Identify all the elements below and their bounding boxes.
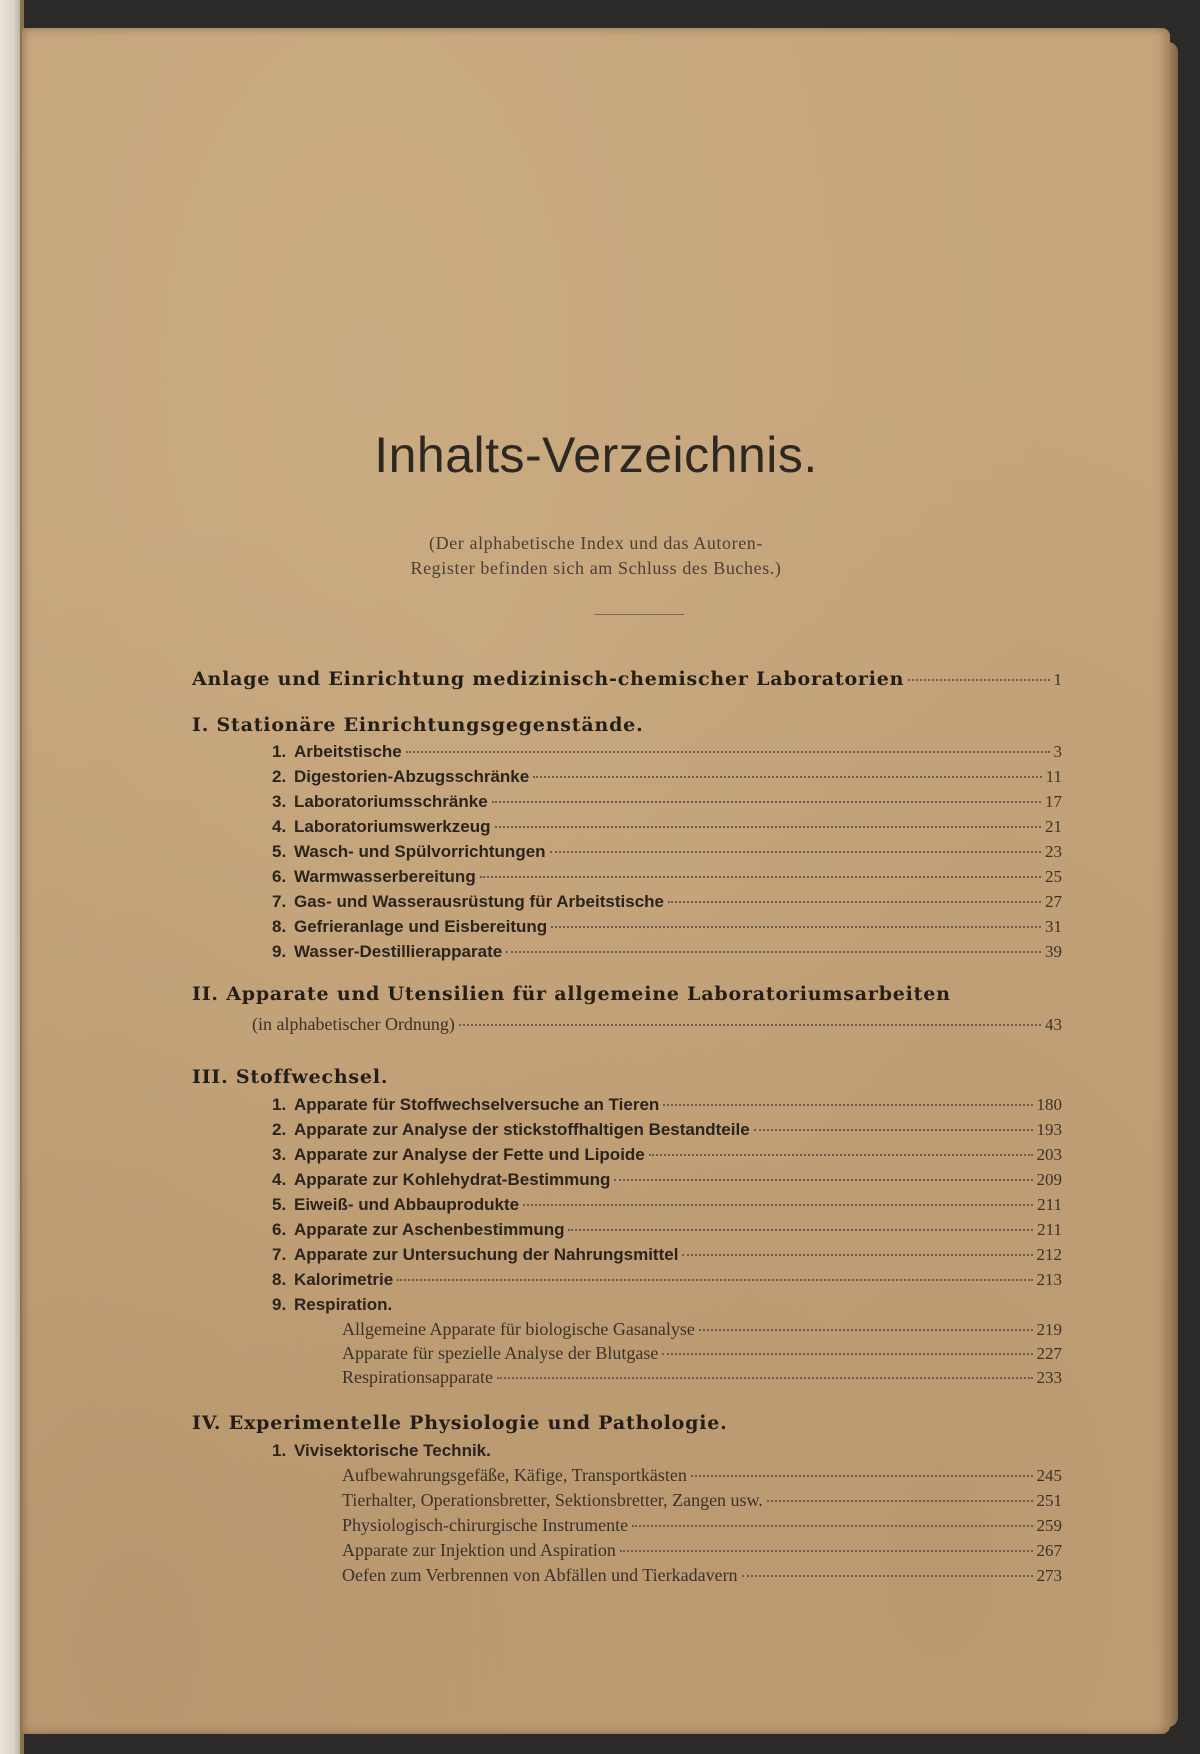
item-label: Arbeitstische [294, 742, 402, 761]
item-page: 21 [1045, 817, 1062, 836]
item-page: 25 [1045, 867, 1062, 886]
book-page [22, 28, 1170, 1734]
item-page: 211 [1037, 1220, 1062, 1239]
toc-group-heading [272, 1295, 392, 1315]
toc-item [272, 867, 1062, 887]
item-number: 7. [272, 892, 287, 911]
leader-dots [397, 1279, 1032, 1281]
leader-dots [663, 1104, 1032, 1106]
leader-dots [551, 926, 1041, 928]
item-label: Apparate für Stoffwechselversuche an Tieren [294, 1095, 660, 1114]
leader-dots [682, 1254, 1032, 1256]
leader-dots [406, 751, 1050, 753]
subitem-page: 251 [1036, 1491, 1062, 1510]
subitem-page: 233 [1036, 1368, 1062, 1387]
section-heading-2: II. Apparate und Utensilien für allgemeine Laboratoriumsarbeiten [192, 983, 951, 1005]
toc-entry-intro [192, 668, 1062, 690]
subitem-label: Physiologisch-chirurgische Instrumente [342, 1515, 629, 1535]
leader-dots [632, 1525, 1032, 1527]
item-number: 2. [272, 767, 287, 786]
subitem-label: Tierhalter, Operationsbretter, Sektionsbretter, Zangen usw. [342, 1490, 763, 1510]
subtitle-line-1: (Der alphabetische Index und das Autoren- [429, 533, 763, 553]
item-label: Wasser-Destillierapparate [294, 942, 503, 961]
leader-dots [754, 1129, 1033, 1131]
item-page: 180 [1036, 1095, 1062, 1114]
toc-group-heading [272, 1441, 491, 1461]
toc-item [272, 1120, 1062, 1140]
subitem-label: Allgemeine Apparate für biologische Gasanalyse [342, 1319, 695, 1339]
item-number: 5. [272, 1195, 287, 1214]
toc-subitem [342, 1490, 1062, 1511]
toc-item [272, 1145, 1062, 1165]
toc-item [272, 1270, 1062, 1290]
item-label: Gefrieranlage und Eisbereitung [294, 917, 548, 936]
item-label: Apparate zur Aschenbestimmung [294, 1220, 565, 1239]
item-label: Laboratoriumswerkzeug [294, 817, 491, 836]
leader-dots [492, 801, 1041, 803]
item-number: 9. [272, 1295, 287, 1314]
leader-dots [742, 1575, 1033, 1577]
item-number: 4. [272, 1170, 287, 1189]
item-page: 27 [1045, 892, 1062, 911]
toc-subitem [342, 1540, 1062, 1561]
leader-dots [495, 826, 1042, 828]
leader-dots [620, 1550, 1033, 1552]
section-heading-3: III. Stoffwechsel. [192, 1066, 389, 1088]
leader-dots [497, 1377, 1033, 1379]
subitem-page: 219 [1036, 1320, 1062, 1339]
item-page: 211 [1037, 1195, 1062, 1214]
item-label: Kalorimetrie [294, 1270, 394, 1289]
item-label: (in alphabetischer Ordnung) [252, 1014, 455, 1034]
leader-dots [533, 776, 1041, 778]
subitem-label: Apparate zur Injektion und Aspiration [342, 1540, 616, 1560]
toc-item [252, 1014, 1062, 1035]
item-number: 3. [272, 1145, 287, 1164]
toc-subitem [342, 1565, 1062, 1586]
item-label: Apparate zur Untersuchung der Nahrungsmittel [294, 1245, 679, 1264]
leader-dots [662, 1353, 1032, 1355]
item-label: Vivisektorische Technik. [294, 1441, 491, 1460]
item-number: 2. [272, 1120, 287, 1139]
toc-item [272, 917, 1062, 937]
leader-dots [649, 1154, 1033, 1156]
leader-dots [550, 851, 1041, 853]
toc-entry-label: Anlage und Einrichtung medizinisch-chemischer Laboratorien [192, 668, 905, 690]
toc-item [272, 1220, 1062, 1240]
item-number: 6. [272, 1220, 287, 1239]
leader-dots [691, 1475, 1033, 1477]
item-page: 193 [1036, 1120, 1062, 1139]
leader-dots [614, 1179, 1032, 1181]
toc-item [272, 792, 1062, 812]
item-page: 23 [1045, 842, 1062, 861]
subitem-label: Oefen zum Verbrennen von Abfällen und Tierkadavern [342, 1565, 738, 1585]
item-number: 1. [272, 742, 287, 761]
toc-item [272, 742, 1062, 762]
toc-item [272, 817, 1062, 837]
leader-dots [767, 1500, 1033, 1502]
item-page: 17 [1045, 792, 1062, 811]
subitem-page: 245 [1036, 1466, 1062, 1485]
item-number: 1. [272, 1095, 287, 1114]
subitem-label: Aufbewahrungsgefäße, Käfige, Transportkästen [342, 1465, 687, 1485]
item-label: Warmwasserbereitung [294, 867, 476, 886]
toc-subitem [342, 1343, 1062, 1364]
item-page: 209 [1036, 1170, 1062, 1189]
item-page: 39 [1045, 942, 1062, 961]
toc-item [272, 942, 1062, 962]
item-page: 203 [1036, 1145, 1062, 1164]
item-number: 5. [272, 842, 287, 861]
item-label: Eiweiß- und Abbauprodukte [294, 1195, 520, 1214]
toc-item [272, 767, 1062, 787]
item-number: 9. [272, 942, 287, 961]
item-number: 8. [272, 1270, 287, 1289]
leader-dots [699, 1329, 1033, 1331]
subitem-label: Respirationsapparate [342, 1367, 493, 1387]
item-number: 4. [272, 817, 287, 836]
subtitle-line-2: Register befinden sich am Schluss des Buches.) [410, 558, 782, 578]
item-page: 213 [1036, 1270, 1062, 1289]
leader-dots [506, 951, 1041, 953]
item-number: 6. [272, 867, 287, 886]
toc-item [272, 892, 1062, 912]
toc-subitem [342, 1515, 1062, 1536]
item-page: 31 [1045, 917, 1062, 936]
toc-subitem [342, 1319, 1062, 1340]
item-page: 3 [1053, 742, 1062, 761]
leader-dots [908, 679, 1049, 681]
leader-dots [459, 1024, 1041, 1026]
subitem-page: 267 [1036, 1541, 1062, 1560]
leader-dots [480, 876, 1041, 878]
section-heading-4: IV. Experimentelle Physiologie und Pathologie. [192, 1412, 728, 1434]
leader-dots [523, 1204, 1033, 1206]
leader-dots [568, 1229, 1033, 1231]
toc-item [272, 842, 1062, 862]
item-label: Respiration. [294, 1295, 393, 1314]
toc-item [272, 1170, 1062, 1190]
leader-dots [668, 901, 1041, 903]
facing-page-edge [0, 0, 20, 1754]
subitem-page: 259 [1036, 1516, 1062, 1535]
item-label: Digestorien-Abzugsschränke [294, 767, 530, 786]
subitem-label: Apparate für spezielle Analyse der Blutgase [342, 1343, 659, 1363]
item-label: Wasch- und Spülvorrichtungen [294, 842, 546, 861]
toc-subitem [342, 1367, 1062, 1388]
section-heading-1: I. Stationäre Einrichtungsgegenstände. [192, 714, 644, 736]
toc-item [272, 1245, 1062, 1265]
item-label: Apparate zur Analyse der Fette und Lipoide [294, 1145, 645, 1164]
subitem-page: 227 [1036, 1344, 1062, 1363]
item-label: Laboratoriumsschränke [294, 792, 488, 811]
item-number: 7. [272, 1245, 287, 1264]
item-page: 43 [1045, 1015, 1062, 1034]
toc-subitem [342, 1465, 1062, 1486]
subitem-page: 273 [1036, 1566, 1062, 1585]
item-number: 8. [272, 917, 287, 936]
item-page: 212 [1036, 1245, 1062, 1264]
toc-item [272, 1095, 1062, 1115]
item-page: 11 [1045, 767, 1062, 786]
toc-entry-page: 1 [1053, 670, 1062, 689]
item-label: Gas- und Wasserausrüstung für Arbeitstische [294, 892, 664, 911]
item-number: 1. [272, 1441, 287, 1460]
item-label: Apparate zur Kohlehydrat-Bestimmung [294, 1170, 611, 1189]
divider-rule [594, 614, 684, 615]
toc-item [272, 1195, 1062, 1215]
page-title: Inhalts-Verzeichnis. [374, 427, 818, 483]
item-number: 3. [272, 792, 287, 811]
item-label: Apparate zur Analyse der stickstoffhaltigen Bestandteile [294, 1120, 750, 1139]
